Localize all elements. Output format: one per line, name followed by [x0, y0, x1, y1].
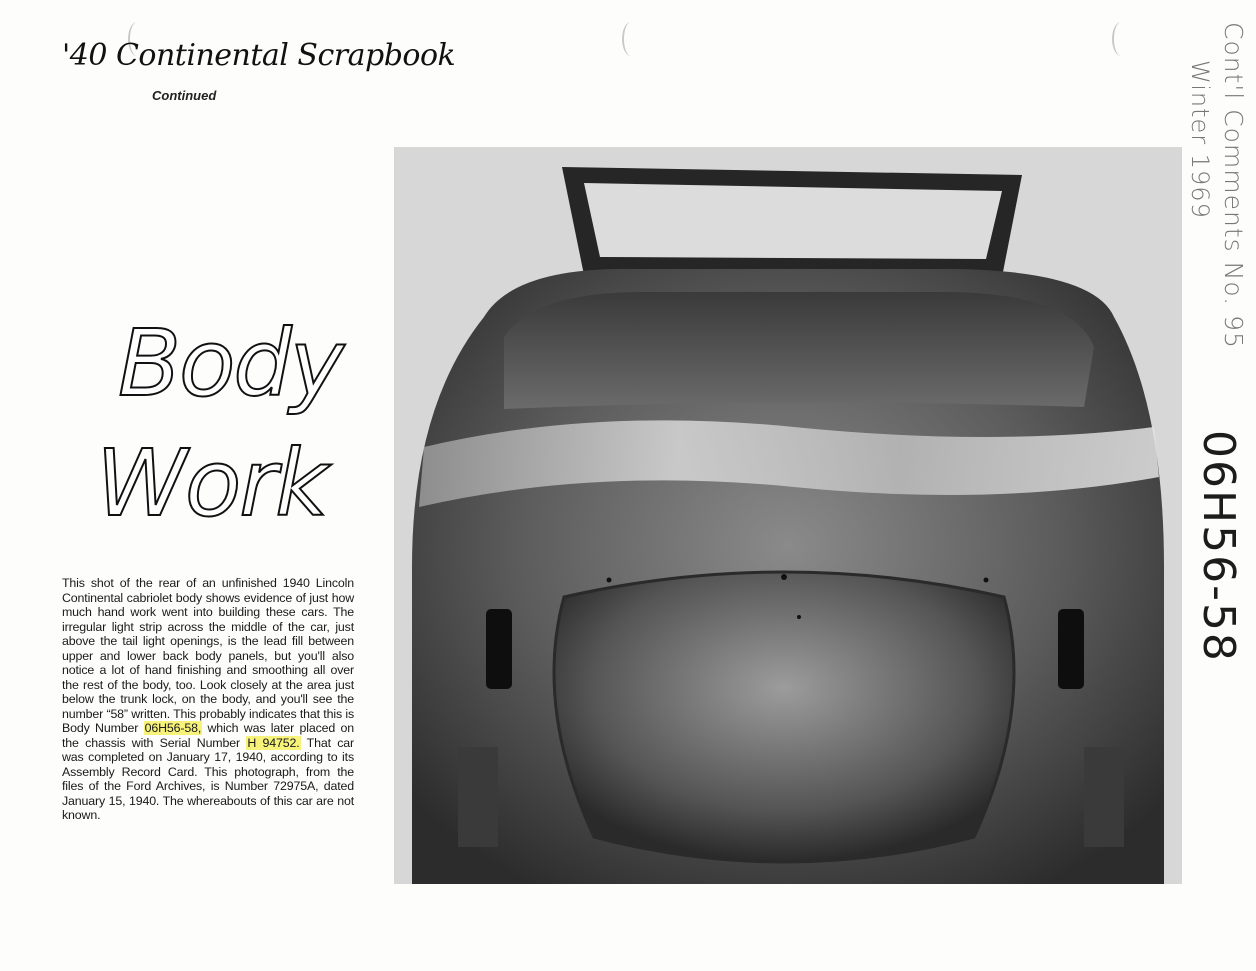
punch-hole-right [1112, 22, 1130, 56]
handwritten-body-number: 06H56-58 [1193, 430, 1244, 663]
car-body-illustration [394, 147, 1182, 884]
trunk-lock-hole [781, 574, 787, 580]
article-text-part-1: This shot of the rear of an unfinished 1940 Lincoln Continental cabriolet body shows evidence of just how much hand work went into building these cars. The irregular light strip across the middle of the car, just above the tail light openings, is the lead fill between upper and lower back body panels, but you'll also notice a lot of hand finishing and smoothing all over the rest of the body, too. Look closely at the area just below the trunk lock, on the body, and you'll see the number “58” written. This probably indicates that this is Body Number [62, 576, 354, 735]
headline-line-2: Work [96, 430, 327, 537]
article-text-part-2: which was later placed on the chassis with Serial Number [62, 721, 354, 750]
rear-window-opening [584, 183, 1002, 259]
handwritten-note-issue: Cont'l Comments No. 95 [1219, 22, 1248, 349]
tail-light-left [486, 609, 512, 689]
rivet-hole [797, 615, 801, 619]
page-subtitle: Continued [152, 88, 217, 103]
article-text [62, 576, 354, 823]
article-text-part-3: That car was completed on January 17, 1940, according to its Assembly Record Card. This photograph, from the files of the Ford Archives, is Number 72975A, dated January 15, 1940. The whereabouts of this car are not known. [62, 735, 355, 822]
lower-corner-right [1084, 747, 1124, 847]
car-body-photo [394, 147, 1182, 884]
trunk-lid [554, 572, 1014, 862]
page-title: '40 Continental Scrapbook [62, 38, 456, 73]
headline-line-1: Body [118, 310, 343, 417]
lower-corner-left [458, 747, 498, 847]
highlighted-serial-number: H 94752. [247, 735, 300, 750]
highlighted-body-number: 06H56-58, [144, 721, 202, 735]
rivet-hole [607, 578, 612, 583]
rivet-hole [984, 578, 989, 583]
tail-light-right [1058, 609, 1084, 689]
punch-hole-middle [622, 22, 640, 56]
upper-deck-panel [504, 292, 1094, 409]
handwritten-note-season: Winter 1969 [1186, 60, 1214, 219]
